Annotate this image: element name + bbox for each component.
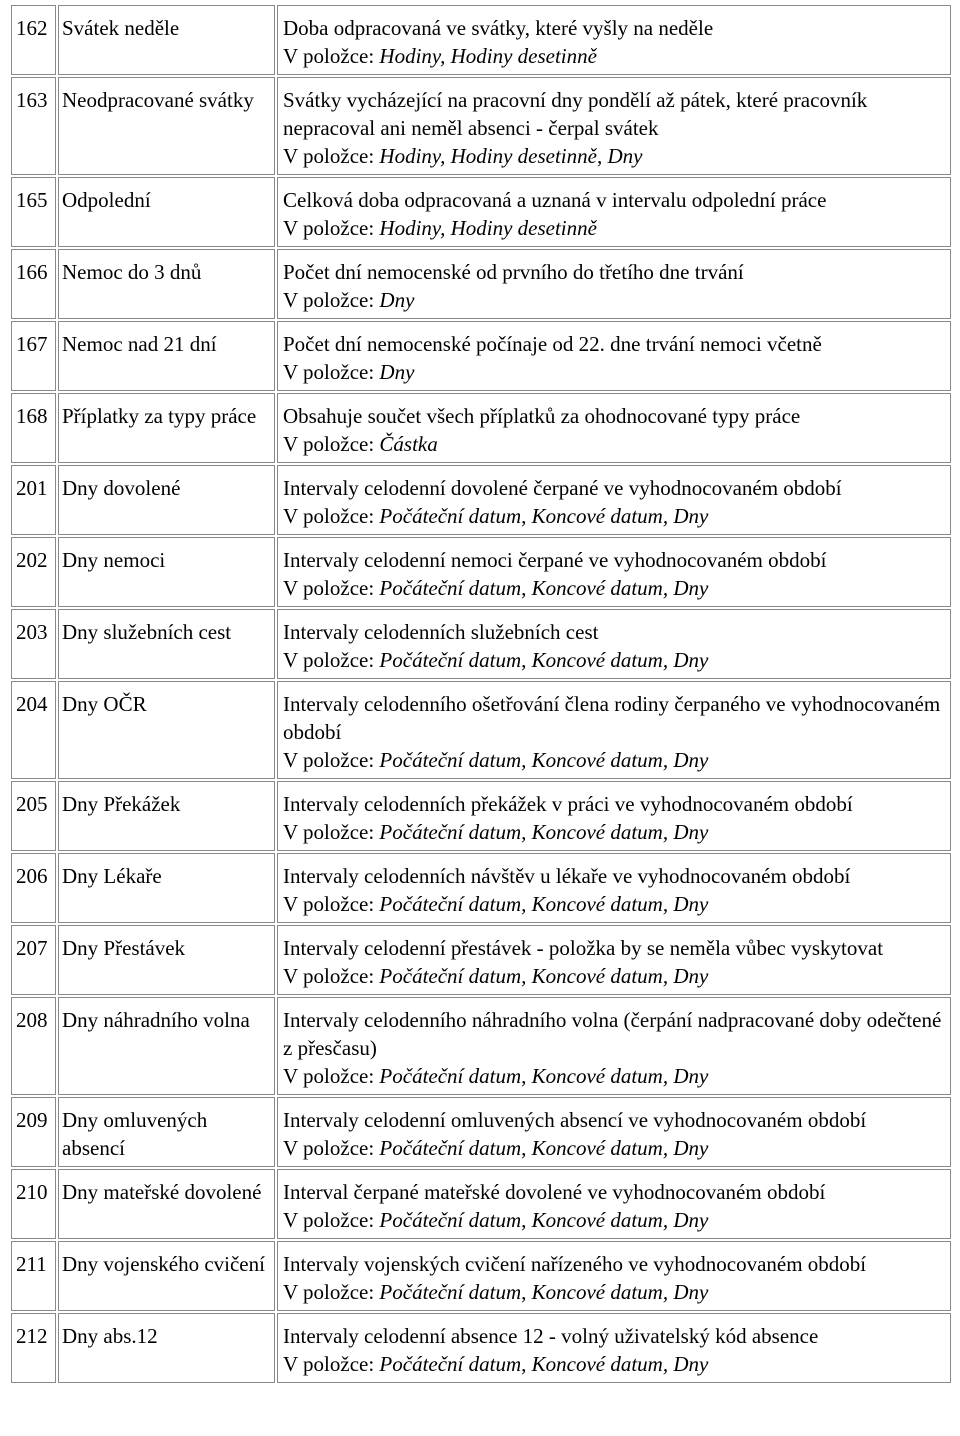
item-description: Intervaly celodenního ošetřování člena rodiny čerpaného ve vyhodnocovaném období <box>283 692 941 744</box>
item-code: 209 <box>11 1097 56 1167</box>
table-row <box>11 249 951 319</box>
item-name: Dny Překážek <box>58 781 275 851</box>
item-code: 204 <box>11 681 56 779</box>
table-row <box>11 681 951 779</box>
fields-label: V položce: <box>283 360 380 384</box>
fields-values: Počáteční datum, Koncové datum, Dny <box>379 964 709 988</box>
item-description-cell <box>277 1169 951 1239</box>
item-name: Dny mateřské dovolené <box>58 1169 275 1239</box>
items-table <box>9 3 953 1385</box>
item-description-cell <box>277 177 951 247</box>
item-description-cell <box>277 609 951 679</box>
item-description-cell <box>277 853 951 923</box>
item-fields-line <box>283 1278 948 1306</box>
item-description: Intervaly celodenní omluvených absencí ve vyhodnocovaném období <box>283 1108 867 1132</box>
item-name: Dny omluvených absencí <box>58 1097 275 1167</box>
item-name: Dny dovolené <box>58 465 275 535</box>
item-description: Obsahuje součet všech příplatků za ohodnocované typy práce <box>283 404 801 428</box>
fields-values: Počáteční datum, Koncové datum, Dny <box>379 648 709 672</box>
item-fields-line <box>283 1206 948 1234</box>
item-fields-line <box>283 890 948 918</box>
item-description: Intervaly vojenských cvičení nařízeného ve vyhodnocovaném období <box>283 1252 867 1276</box>
table-row <box>11 853 951 923</box>
item-fields-line <box>283 502 948 530</box>
fields-label: V položce: <box>283 1208 380 1232</box>
fields-values: Hodiny, Hodiny desetinně <box>379 44 597 68</box>
item-description: Intervaly celodenní dovolené čerpané ve vyhodnocovaném období <box>283 476 842 500</box>
item-fields-line <box>283 818 948 846</box>
fields-label: V položce: <box>283 1136 380 1160</box>
item-description: Intervaly celodenních služebních cest <box>283 620 599 644</box>
item-name: Odpolední <box>58 177 275 247</box>
fields-label: V položce: <box>283 648 380 672</box>
item-description: Doba odpracovaná ve svátky, které vyšly na neděle <box>283 16 714 40</box>
item-description-cell <box>277 1097 951 1167</box>
item-description-cell <box>277 997 951 1095</box>
item-name: Dny vojenského cvičení <box>58 1241 275 1311</box>
item-description-cell <box>277 249 951 319</box>
table-row <box>11 781 951 851</box>
item-code: 203 <box>11 609 56 679</box>
fields-label: V položce: <box>283 216 380 240</box>
fields-values: Dny <box>379 288 415 312</box>
fields-label: V položce: <box>283 892 380 916</box>
item-fields-line <box>283 574 948 602</box>
item-name: Dny Lékaře <box>58 853 275 923</box>
item-name: Dny náhradního volna <box>58 997 275 1095</box>
fields-values: Počáteční datum, Koncové datum, Dny <box>379 1352 709 1376</box>
item-description-cell <box>277 925 951 995</box>
item-code: 167 <box>11 321 56 391</box>
item-description-cell <box>277 77 951 175</box>
item-fields-line <box>283 358 948 386</box>
table-row <box>11 1097 951 1167</box>
item-code: 201 <box>11 465 56 535</box>
item-code: 212 <box>11 1313 56 1383</box>
item-description: Svátky vycházející na pracovní dny pondělí až pátek, které pracovník nepracoval ani neměl absenci - čerpal svátek <box>283 88 868 140</box>
item-name: Neodpracované svátky <box>58 77 275 175</box>
item-description-cell <box>277 1313 951 1383</box>
item-name: Dny OČR <box>58 681 275 779</box>
item-name: Nemoc do 3 dnů <box>58 249 275 319</box>
table-row <box>11 5 951 75</box>
item-name: Příplatky za typy práce <box>58 393 275 463</box>
fields-values: Hodiny, Hodiny desetinně <box>379 216 597 240</box>
item-fields-line <box>283 646 948 674</box>
item-description: Intervaly celodenních překážek v práci ve vyhodnocovaném období <box>283 792 853 816</box>
item-name: Dny nemoci <box>58 537 275 607</box>
item-description: Intervaly celodenní přestávek - položka by se neměla vůbec vyskytovat <box>283 936 884 960</box>
fields-label: V položce: <box>283 44 380 68</box>
item-description-cell <box>277 781 951 851</box>
fields-values: Počáteční datum, Koncové datum, Dny <box>379 1280 709 1304</box>
item-description-cell <box>277 537 951 607</box>
fields-values: Počáteční datum, Koncové datum, Dny <box>379 1136 709 1160</box>
item-description: Interval čerpané mateřské dovolené ve vyhodnocovaném období <box>283 1180 826 1204</box>
fields-values: Počáteční datum, Koncové datum, Dny <box>379 576 709 600</box>
table-row <box>11 177 951 247</box>
item-name: Dny Přestávek <box>58 925 275 995</box>
table-row <box>11 1241 951 1311</box>
fields-label: V položce: <box>283 1280 380 1304</box>
item-code: 211 <box>11 1241 56 1311</box>
item-name: Svátek neděle <box>58 5 275 75</box>
item-description-cell <box>277 1241 951 1311</box>
fields-values: Počáteční datum, Koncové datum, Dny <box>379 504 709 528</box>
item-description: Celková doba odpracovaná a uznaná v intervalu odpolední práce <box>283 188 827 212</box>
fields-values: Počáteční datum, Koncové datum, Dny <box>379 748 709 772</box>
item-fields-line <box>283 42 948 70</box>
item-description: Počet dní nemocenské počínaje od 22. dne trvání nemoci včetně <box>283 332 822 356</box>
table-row <box>11 1313 951 1383</box>
item-fields-line <box>283 286 948 314</box>
item-description-cell <box>277 465 951 535</box>
table-row <box>11 925 951 995</box>
item-code: 166 <box>11 249 56 319</box>
item-code: 162 <box>11 5 56 75</box>
fields-label: V položce: <box>283 1064 380 1088</box>
item-code: 207 <box>11 925 56 995</box>
fields-values: Hodiny, Hodiny desetinně, Dny <box>379 144 643 168</box>
item-description: Intervaly celodenní nemoci čerpané ve vyhodnocovaném období <box>283 548 827 572</box>
table-row <box>11 465 951 535</box>
item-name: Dny abs.12 <box>58 1313 275 1383</box>
fields-label: V položce: <box>283 432 380 456</box>
item-description: Intervaly celodenní absence 12 - volný uživatelský kód absence <box>283 1324 819 1348</box>
fields-label: V položce: <box>283 1352 380 1376</box>
item-code: 163 <box>11 77 56 175</box>
item-fields-line <box>283 430 948 458</box>
fields-label: V položce: <box>283 748 380 772</box>
item-code: 168 <box>11 393 56 463</box>
item-description: Intervaly celodenních návštěv u lékaře ve vyhodnocovaném období <box>283 864 851 888</box>
item-description-cell <box>277 393 951 463</box>
fields-label: V položce: <box>283 964 380 988</box>
item-description: Počet dní nemocenské od prvního do třetího dne trvání <box>283 260 744 284</box>
item-fields-line <box>283 214 948 242</box>
table-row <box>11 997 951 1095</box>
items-table-body <box>11 5 951 1383</box>
fields-values: Počáteční datum, Koncové datum, Dny <box>379 820 709 844</box>
item-fields-line <box>283 142 948 170</box>
item-description: Intervaly celodenního náhradního volna (čerpání nadpracované doby odečtené z přesčasu) <box>283 1008 942 1060</box>
item-code: 205 <box>11 781 56 851</box>
table-row <box>11 321 951 391</box>
item-fields-line <box>283 962 948 990</box>
fields-values: Počáteční datum, Koncové datum, Dny <box>379 892 709 916</box>
table-row <box>11 393 951 463</box>
item-code: 210 <box>11 1169 56 1239</box>
item-fields-line <box>283 1350 948 1378</box>
item-code: 165 <box>11 177 56 247</box>
fields-label: V položce: <box>283 144 380 168</box>
item-description-cell <box>277 681 951 779</box>
item-code: 202 <box>11 537 56 607</box>
item-name: Nemoc nad 21 dní <box>58 321 275 391</box>
item-description-cell <box>277 5 951 75</box>
fields-values: Počáteční datum, Koncové datum, Dny <box>379 1064 709 1088</box>
fields-label: V položce: <box>283 504 380 528</box>
fields-values: Počáteční datum, Koncové datum, Dny <box>379 1208 709 1232</box>
item-description-cell <box>277 321 951 391</box>
table-row <box>11 1169 951 1239</box>
fields-label: V položce: <box>283 288 380 312</box>
item-fields-line <box>283 1062 948 1090</box>
table-row <box>11 77 951 175</box>
fields-label: V položce: <box>283 820 380 844</box>
fields-values: Dny <box>379 360 415 384</box>
item-name: Dny služebních cest <box>58 609 275 679</box>
item-code: 206 <box>11 853 56 923</box>
table-row <box>11 609 951 679</box>
table-row <box>11 537 951 607</box>
fields-label: V položce: <box>283 576 380 600</box>
fields-values: Částka <box>379 432 438 456</box>
item-code: 208 <box>11 997 56 1095</box>
item-fields-line <box>283 746 948 774</box>
item-fields-line <box>283 1134 948 1162</box>
